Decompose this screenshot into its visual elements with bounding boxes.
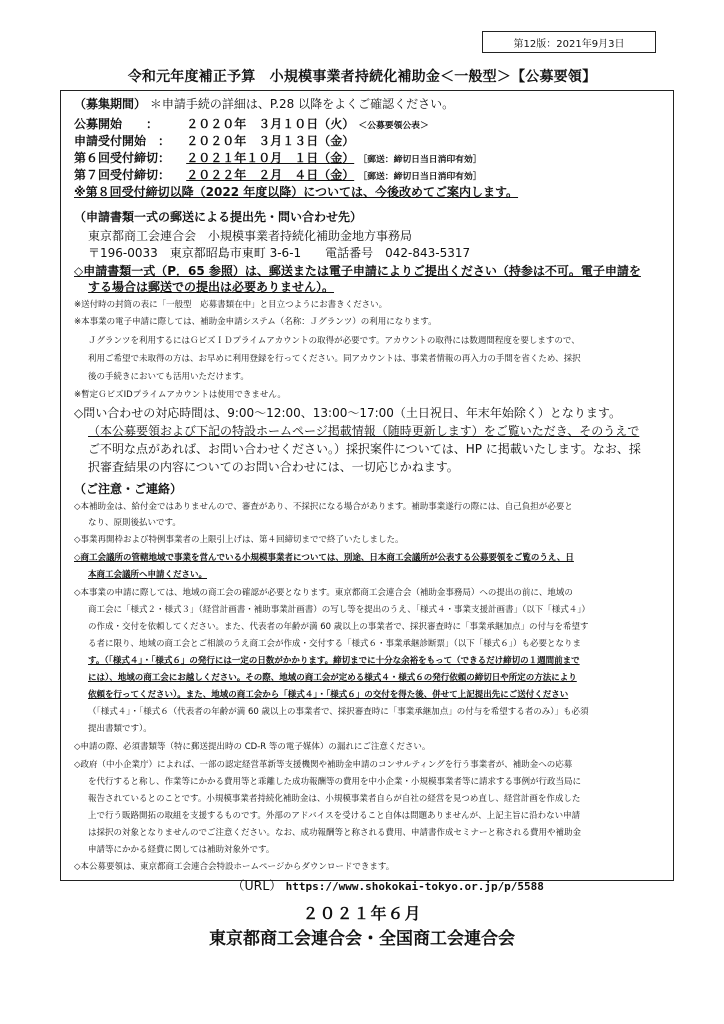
notes-line: （「様式４」・「様式６（代表者の年齢が満 60 歳以上の事業者で、採択審査時に「事業承継加点」の付与を希望する者のみ）」も必須	[88, 707, 589, 717]
footer-date: ２０２１年６月	[302, 904, 422, 923]
contact-line: 択審査結果の内容についてのお問い合わせには、一切応じかねます。	[88, 460, 459, 474]
contact-heading: （申請書類一式の郵送による提出先・問い合わせ先）	[74, 210, 363, 224]
period-row-label: 第６回受付締切：	[74, 151, 171, 165]
period-row-value: ２０２１年１０月 １日（金）	[186, 151, 355, 165]
notes-line: には）、地域の商工会にお越しください。その際、地域の商工会が定める様式４・様式６の発行依頼の締切日や所定の方法により	[88, 673, 577, 683]
url-line	[232, 878, 544, 894]
notes-line: ◇本事業の申請に際しては、地域の商工会の確認が必要となります。東京都商工会連合会（補助金事務局）への提出の前に、地域の	[74, 588, 573, 598]
period-after-note: ※第８回受付締切以降（2022 年度以降）については、今後改めてご案内します。	[74, 185, 519, 199]
contact-line: （本公募要領および下記の特設ホームページ掲載情報（随時更新します）をご覧いただき、そのうえで	[88, 424, 640, 438]
period-row-extra: ［郵送：締切日当日消印有効］	[358, 172, 482, 182]
period-row	[74, 117, 429, 134]
contact-line: ※本事業の電子申請に際しては、補助金申請システム（名称：Ｊグランツ）の利用になります。	[74, 317, 437, 327]
notes-line: る者に限り、地域の商工会とご相談のうえ商工会が作成・交付する「様式６・事業承継診断票」（以下「様式６」）も必要となりま	[88, 639, 582, 649]
notes-line: 報告されているとのことです。小規模事業者持続化補助金は、小規模事業者自らが自社の経営を見つめ直し、経営計画を作成した	[88, 794, 581, 804]
notes-heading: （ご注意・ご連絡）	[74, 482, 183, 496]
document-title: 令和元年度補正予算 小規模事業者持続化補助金＜一般型＞【公募要領】	[127, 69, 597, 85]
contact-line: ◇問い合わせの対応時間は、9:00～12:00、13:00～17:00（土日祝日、年末年始除く）となります。	[74, 406, 621, 420]
contact-line: ◇申請書類一式（P．65 参照）は、郵送または電子申請によりご提出ください（持参は不可。電子申請を	[74, 264, 641, 278]
url-link[interactable]: https://www.shokokai-tokyo.or.jp/p/5588	[285, 880, 544, 893]
url-label: （URL）	[232, 878, 282, 893]
period-row	[74, 134, 354, 151]
edition-label: 第12版：2021年9月3日	[482, 31, 656, 53]
notes-line: 提出書類です）。	[88, 724, 152, 734]
period-row-value: ２０２０年 ３月１３日（金）	[186, 134, 355, 148]
notes-line: の作成・交付を依頼してください。また、代表者の年齢が満 60 歳以上の事業者で、採択審査時に「事業承継加点」の付与を希望す	[88, 622, 589, 632]
footer-organization: 東京都商工会連合会・全国商工会連合会	[209, 929, 515, 949]
notes-line: ◇商工会議所の管轄地域で事業を営んでいる小規模事業者については、別途、日本商工会議所が公表する公募要領をご覧のうえ、日	[74, 553, 574, 563]
period-row-label: 第７回受付締切：	[74, 168, 171, 182]
contact-org: 東京都商工会連合会 小規模事業者持続化補助金地方事務局	[88, 229, 413, 243]
contact-line: する場合は郵送での提出は必要ありません）。	[88, 280, 335, 294]
contact-line: 利用ご希望で未取得の方は、お早めに利用登録を行ってください。同アカウントは、事業者情報の再入力の手間を省くため、採択	[88, 354, 581, 364]
period-row-value: ２０２０年 ３月１０日（火）	[186, 117, 355, 131]
notes-line: 申請等にかかる経費に関しては補助対象外です。	[88, 845, 275, 855]
period-row	[74, 168, 482, 185]
notes-line: ◇本公募要領は、東京都商工会連合会特設ホームページからダウンロードできます。	[74, 862, 395, 872]
contact-line: Ｊグランツを利用するにはＧビズＩＤプライムアカウントの取得が必要です。アカウントの取得には数週間程度を要しますので、	[88, 336, 580, 346]
notes-line: ◇申請の際、必須書類等（特に郵送提出時の CD-R 等の電子媒体）の漏れにご注意ください。	[74, 742, 431, 752]
notes-line: 本商工会議所へ申請ください。	[88, 570, 208, 580]
notes-line: を代行すると称し、作業等にかかる費用等と乖離した成功報酬等の費用を中小企業・小規模事業者等に請求する事例が行政当局に	[88, 777, 582, 787]
notes-line: は採択の対象となりませんのでご注意ください。なお、成功報酬等と称される費用、申請書作成セミナーと称される費用や補助金	[88, 828, 582, 838]
notes-line: ◇政府（中小企業庁）によれば、一部の認定経営革新等支援機関や補助金申請のコンサルティングを行う事業者が、補助金への応募	[74, 760, 573, 770]
notes-line: なり、原則後払いです。	[88, 518, 181, 528]
contact-line: ※送付時の封筒の表に「一般型 応募書類在中」と目立つようにお書きください。	[74, 300, 388, 310]
period-note: ＊申請手続の詳細は、P.28 以降をよくご確認ください。	[149, 97, 455, 111]
contact-line: ※暫定ＧビズIDプライムアカウントは使用できません。	[74, 390, 286, 400]
notes-line: 上で行う販路開拓の取組を支援するものです。外部のアドバイスを受けること自体は問題ありませんが、上記主旨に沿わない申請	[88, 811, 581, 821]
period-row-extra: ＜公募要領公表＞	[358, 121, 429, 131]
contact-line: 後の手続きにおいても活用いただけます。	[88, 372, 249, 382]
period-heading: （募集期間）	[74, 97, 147, 111]
notes-line: 商工会に「様式２・様式３」（経営計画書・補助事業計画書）の写し等を提出のうえ、「様式４・事業支援計画書」（以下「様式４」）	[88, 605, 591, 615]
period-row-extra: ［郵送：締切日当日消印有効］	[358, 155, 482, 165]
contact-line: ご不明な点があれば、お問い合わせください。）採択案件については、HP に掲載いたします。なお、採	[88, 442, 641, 456]
notes-line: ◇事業再開枠および特例事業者の上限引上げは、第４回締切までで終了いたしました。	[74, 535, 404, 545]
notes-line: ◇本補助金は、給付金ではありませんので、審査があり、不採択になる場合があります。補助事業遂行の際には、自己負担が必要と	[74, 502, 573, 512]
period-row-value: ２０２２年 ２月 ４日（金）	[186, 168, 355, 182]
period-section	[74, 97, 454, 112]
notes-line: 依頼を行ってください）。また、地域の商工会から「様式４」・「様式６」の交付を得た後、併せて上記提出先にご送付ください	[88, 690, 569, 700]
notes-line: す。（「様式４」・「様式６」の発行には一定の日数がかかります。締切までに十分な余裕をもって（できるだけ締切の１週間前まで	[88, 656, 580, 666]
contact-address: 〒196-0033 東京都昭島市東町 3-6-1 電話番号 042-843-5317	[88, 246, 471, 260]
period-row	[74, 151, 482, 168]
period-row-label: 申請受付開始 ：	[74, 134, 171, 148]
period-row-label: 公募開始 ：	[74, 117, 159, 131]
